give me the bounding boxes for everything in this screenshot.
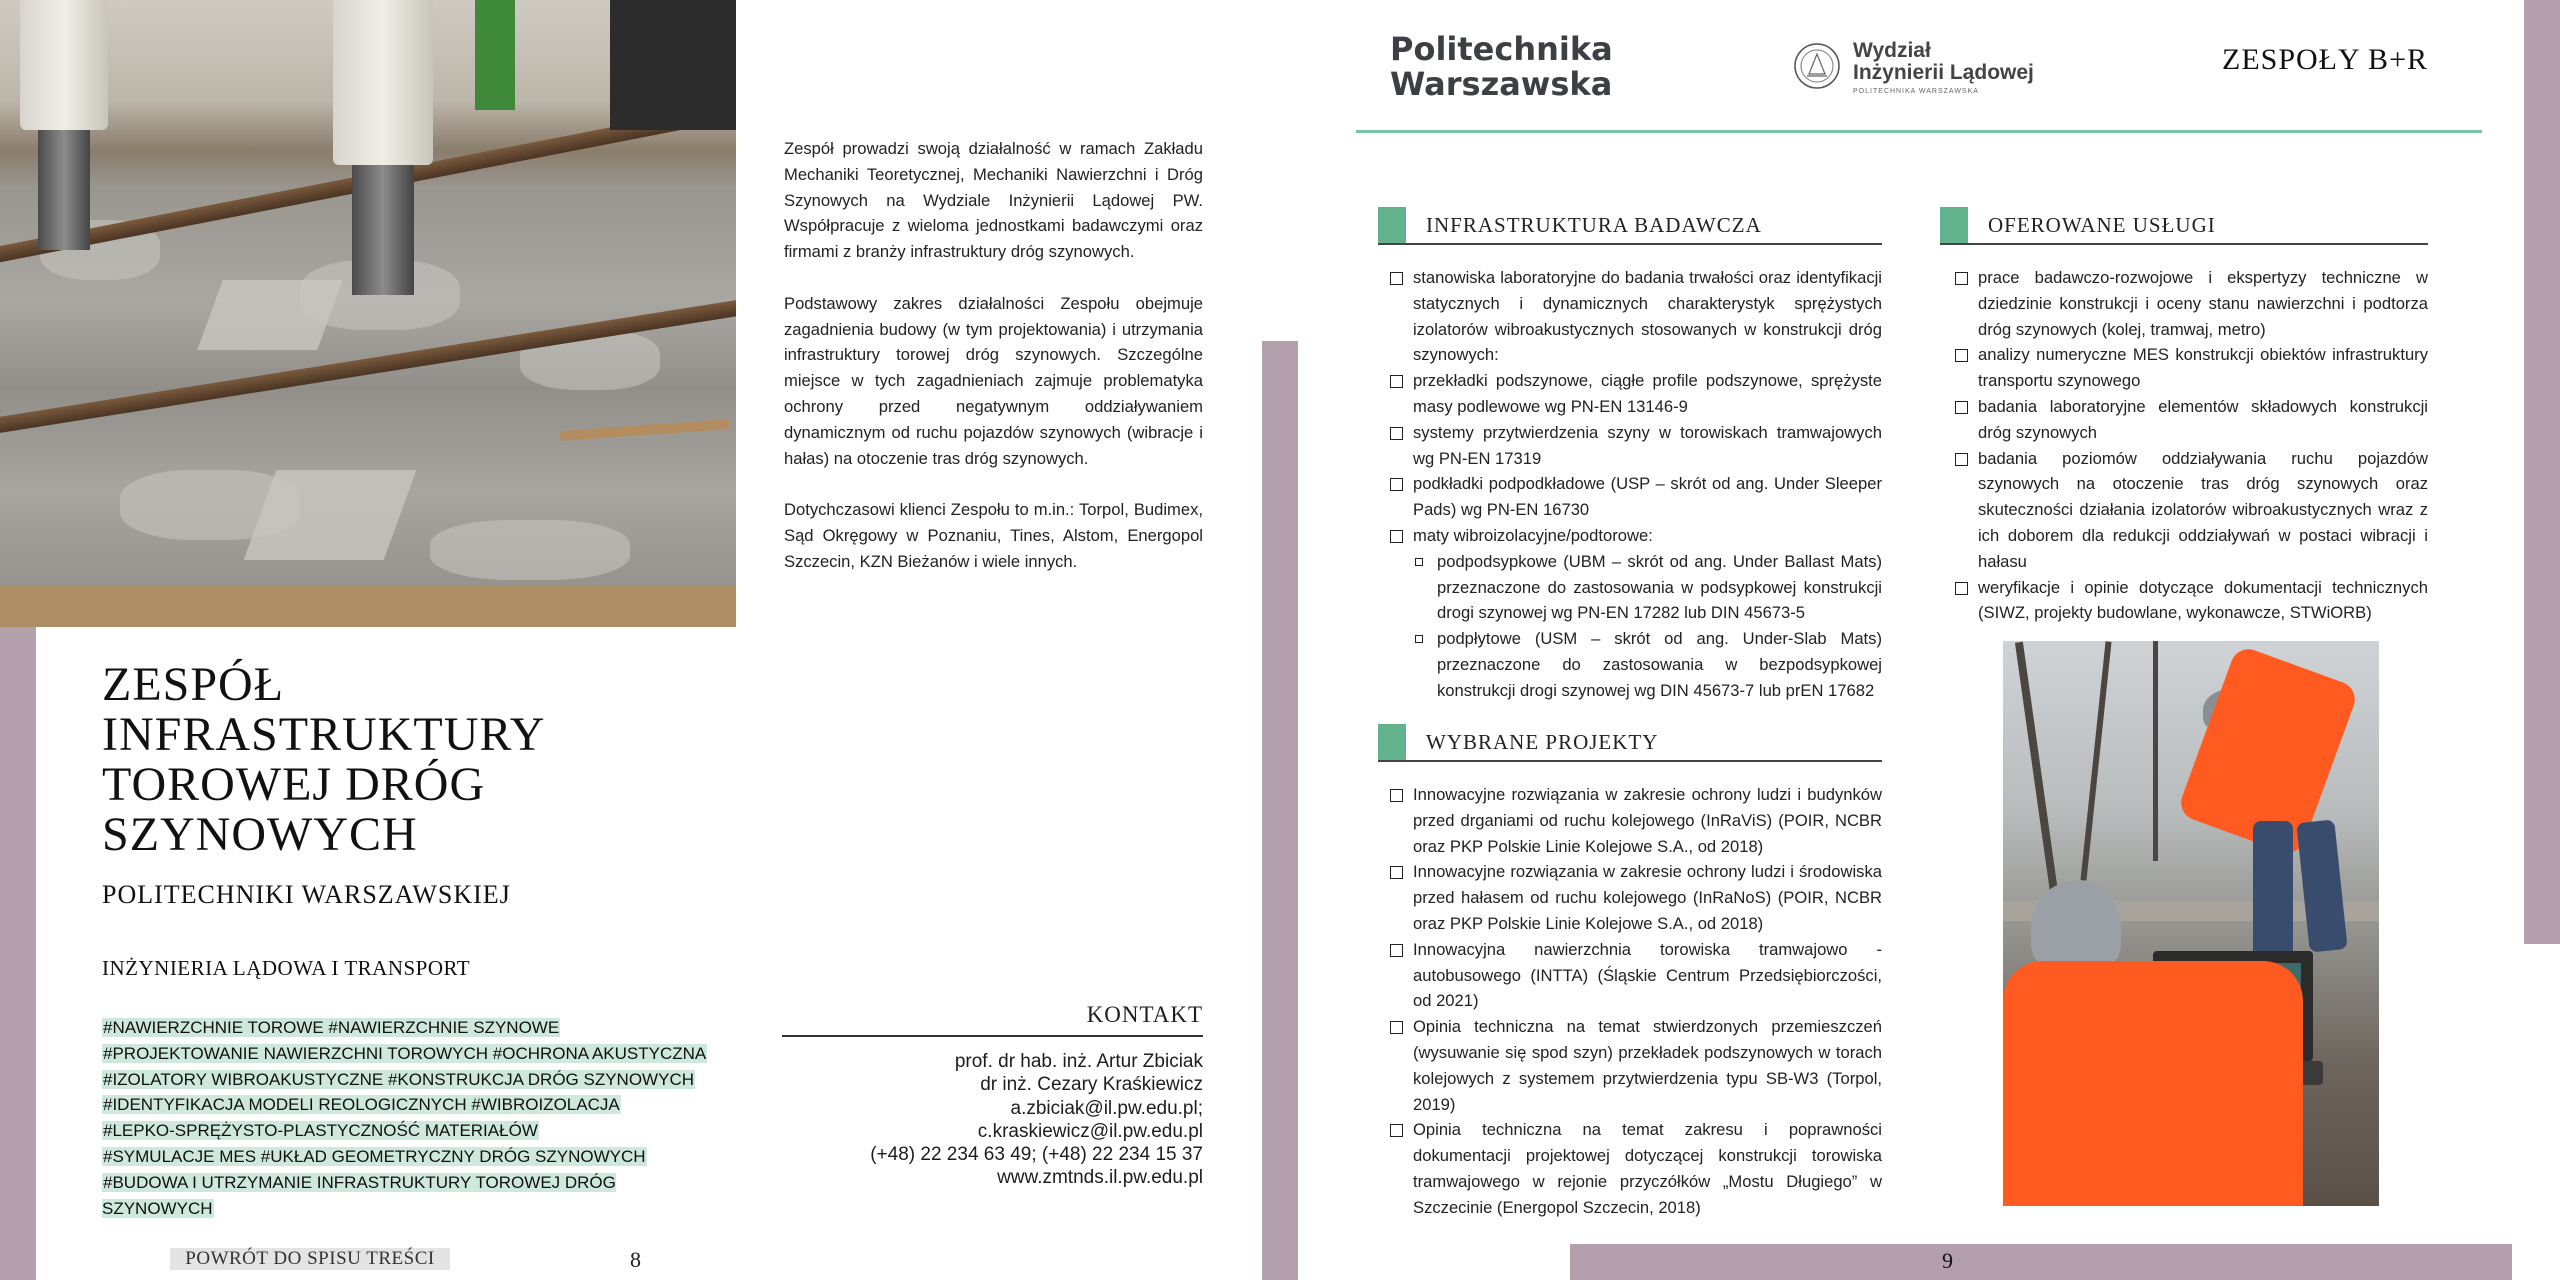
projects-heading-label: WYBRANE PROJEKTY [1426, 729, 1659, 754]
right-side-band [2524, 0, 2560, 944]
contact-name: prof. dr hab. inż. Artur Zbiciak [954, 1051, 1203, 1072]
pw-logo [1390, 32, 1613, 102]
projects-heading [1378, 724, 1882, 762]
intro-text [784, 136, 1203, 575]
services-heading [1940, 207, 2428, 245]
pw-logo-line: Warszawska [1390, 65, 1613, 103]
gutter-band [1262, 341, 1298, 1280]
faculty-emblem-icon [1793, 42, 1841, 90]
keyword-tags [102, 1015, 722, 1221]
contact-email[interactable]: a.zbiciak@il.pw.edu.pl; [1010, 1097, 1203, 1119]
list-item: Innowacyjne rozwiązania w zakresie ochrony ludzi i budynków przed drganiami od ruchu kolejowego (InRaViS) (POIR, NCBR oraz PKP Polskie Linie Kolejowe S.A., od 2018) [1390, 782, 1882, 859]
title-line: ZESPÓŁ [102, 658, 285, 711]
discipline-label: INŻYNIERIA LĄDOWA I TRANSPORT [102, 956, 471, 980]
faculty-university: POLITECHNIKA WARSZAWSKA [1853, 88, 1979, 95]
list-item: stanowiska laboratoryjne do badania trwałości oraz identyfikacji statycznych i dynamicznych charakterystyk sprężystych izolatorów wibroakustycznych stosowanych w konstrukcji dróg szynowych: [1390, 265, 1882, 368]
infrastructure-section [1378, 207, 1882, 704]
team-title [102, 660, 662, 860]
services-heading-label: OFEROWANE USŁUGI [1988, 212, 2216, 237]
list-item: podkładki podpodkładowe (USP – skrót od ang. Under Sleeper Pads) wg PN-EN 16730 [1390, 471, 1882, 523]
sub-list-item: podpłytowe (USM – skrót od ang. Under-Slab Mats) przeznaczone do zastosowania w bezpodsypkowej konstrukcji drogi szynowej wg DIN 45673-7 lub prEN 17682 [1415, 626, 1882, 703]
intro-paragraph: Zespół prowadzi swoją działalność w ramach Zakładu Mechaniki Teoretycznej, Mechaniki Nawierzchni i Dróg Szynowych na Wydziale Inżynierii Lądowej PW. Współpracuje z wieloma jednostkami badawczymi oraz firmami z branży infrastruktury dróg szynowych. [784, 139, 1203, 262]
list-item [1390, 523, 1882, 704]
services-section [1940, 207, 2428, 626]
list-item: Innowacyjne rozwiązania w zakresie ochrony ludzi i środowiska przed hałasem od ruchu kolejowego (InRaNoS) (POIR, NCBR oraz PKP Polskie Linie Kolejowe S.A., od 2018) [1390, 859, 1882, 936]
contact-block [782, 1050, 1203, 1190]
lab-test-photo [0, 0, 736, 627]
intro-paragraph: Podstawowy zakres działalności Zespołu obejmuje zagadnienia budowy (w tym projektowania) i utrzymania infrastruktury torowej dróg szynowych. Szczególne miejsce w tych zagadnieniach zajmuje problematyka ochrony przed negatywnym oddziaływaniem dynamicznym od ruchu pojazdów szynowych (wibracje i hałas) na otoczenie tras dróg szynowych. [784, 293, 1203, 468]
title-line: SZYNOWYCH [102, 808, 418, 861]
projects-list [1378, 782, 1882, 1221]
tag-line: #IDENTYFIKACJA MODELI REOLOGICZNYCH #WIBROIZOLACJA [103, 1095, 620, 1115]
list-item: systemy przytwierdzenia szyny w torowiskach tramwajowych wg PN-EN 17319 [1390, 420, 1882, 472]
title-line: INFRASTRUKTURY [102, 708, 546, 761]
faculty-logo [1853, 40, 2034, 95]
faculty-name: Wydział [1853, 39, 1931, 62]
section-marker [1378, 207, 1406, 243]
list-item: badania poziomów oddziaływania ruchu pojazdów szynowych na otoczenie tras dróg szynowych oraz skuteczności działania izolatorów wibroakustycznych wraz z ich doborem dla redukcji oddziaływań w postaci wibracji i hałasu [1955, 446, 2428, 575]
list-item-text: maty wibroizolacyjne/podtorowe: [1413, 525, 1653, 545]
faculty-name: Inżynierii Lądowej [1853, 61, 2034, 84]
list-item: przekładki podszynowe, ciągłe profile podszynowe, sprężyste masy podlewowe wg PN-EN 13146-9 [1390, 368, 1882, 420]
infrastructure-heading [1378, 207, 1882, 245]
infrastructure-heading-label: INFRASTRUKTURA BADAWCZA [1426, 212, 1762, 237]
page-number-left: 8 [630, 1247, 641, 1272]
contact-heading: KONTAKT [1086, 1002, 1203, 1027]
list-item: badania laboratoryjne elementów składowych konstrukcji dróg szynowych [1955, 394, 2428, 446]
section-title: ZESPOŁY B+R [2222, 43, 2428, 76]
section-marker [1940, 207, 1968, 243]
field-measurement-photo [2003, 641, 2379, 1206]
tag-line: #IZOLATORY WIBROAKUSTYCZNE #KONSTRUKCJA DRÓG SZYNOWYCH [103, 1069, 694, 1089]
header-rule [1356, 130, 2482, 133]
list-item: weryfikacje i opinie dotyczące dokumentacji technicznych (SIWZ, projekty budowlane, wykonawcze, STWiORB) [1955, 575, 2428, 627]
sub-list-item: podpodsypkowe (UBM – skrót od ang. Under Ballast Mats) przeznaczone do zastosowania w podsypkowej konstrukcji drogi szynowej wg PN-EN 17282 lub DIN 45673-5 [1415, 549, 1882, 626]
pw-logo-line: Politechnika [1390, 30, 1613, 68]
contact-rule [782, 1035, 1203, 1037]
tag-line: #PROJEKTOWANIE NAWIERZCHNI TOROWYCH #OCHRONA AKUSTYCZNA [103, 1043, 707, 1063]
back-to-toc-label: POWRÓT DO SPISU TREŚCI [185, 1248, 435, 1269]
list-item: analizy numeryczne MES konstrukcji obiektów infrastruktury transportu szynowego [1955, 342, 2428, 394]
tag-line: #LEPKO-SPRĘŻYSTO-PLASTYCZNOŚĆ MATERIAŁÓW [103, 1121, 538, 1141]
bottom-band-right [1570, 1244, 2512, 1280]
tag-line: #NAWIERZCHNIE TOROWE #NAWIERZCHNIE SZYNOWE [103, 1018, 560, 1037]
projects-section [1378, 724, 1882, 1221]
section-marker [1378, 724, 1406, 760]
infrastructure-list [1378, 265, 1882, 704]
contact-name: dr inż. Cezary Kraśkiewicz [980, 1074, 1203, 1096]
page-number-right: 9 [1942, 1248, 1953, 1273]
list-item: Opinia techniczna na temat stwierdzonych przemieszczeń (wysuwanie się spod szyn) przekładek podszynowych w torach kolejowych z systemem przytwierdzenia typu SB-W3 (Torpol, 2019) [1390, 1014, 1882, 1117]
contact-phone: (+48) 22 234 63 49; (+48) 22 234 15 37 [870, 1144, 1203, 1166]
list-item: prace badawczo-rozwojowe i ekspertyzy techniczne w dziedzinie konstrukcji i oceny stanu nawierzchni i podtorza dróg szynowych (kolej, tramwaj, metro) [1955, 265, 2428, 342]
back-to-toc-link[interactable] [170, 1248, 450, 1270]
title-line: TOROWEJ DRÓG [102, 758, 486, 811]
list-item: Opinia techniczna na temat zakresu i poprawności dokumentacji projektowej dotyczącej konstrukcji torowiska tramwajowego w rejonie przyczółków „Mostu Długiego” w Szczecinie (Energopol Szczecin, 2018) [1390, 1117, 1882, 1220]
intro-paragraph: Dotychczasowi klienci Zespołu to m.in.: Torpol, Budimex, Sąd Okręgowy w Poznaniu, Tines, Alstom, Energopol Szczecin, KZN Bieżanów i wiele innych. [784, 500, 1203, 571]
tag-line: #SYMULACJE MES #UKŁAD GEOMETRYCZNY DRÓG SZYNOWYCH [103, 1146, 646, 1166]
team-subtitle: POLITECHNIKI WARSZAWSKIEJ [102, 880, 511, 909]
tag-line: #BUDOWA I UTRZYMANIE INFRASTRUKTURY TOROWEJ DRÓG SZYNOWYCH [102, 1172, 616, 1218]
sub-list [1413, 549, 1882, 704]
services-list [1940, 265, 2428, 626]
list-item: Innowacyjna nawierzchnia torowiska tramwajowo -autobusowego (INTTA) (Śląskie Centrum Przedsiębiorczości, od 2021) [1390, 937, 1882, 1014]
contact-website[interactable]: www.zmtnds.il.pw.edu.pl [997, 1167, 1203, 1189]
contact-email[interactable]: c.kraskiewicz@il.pw.edu.pl [977, 1120, 1203, 1142]
